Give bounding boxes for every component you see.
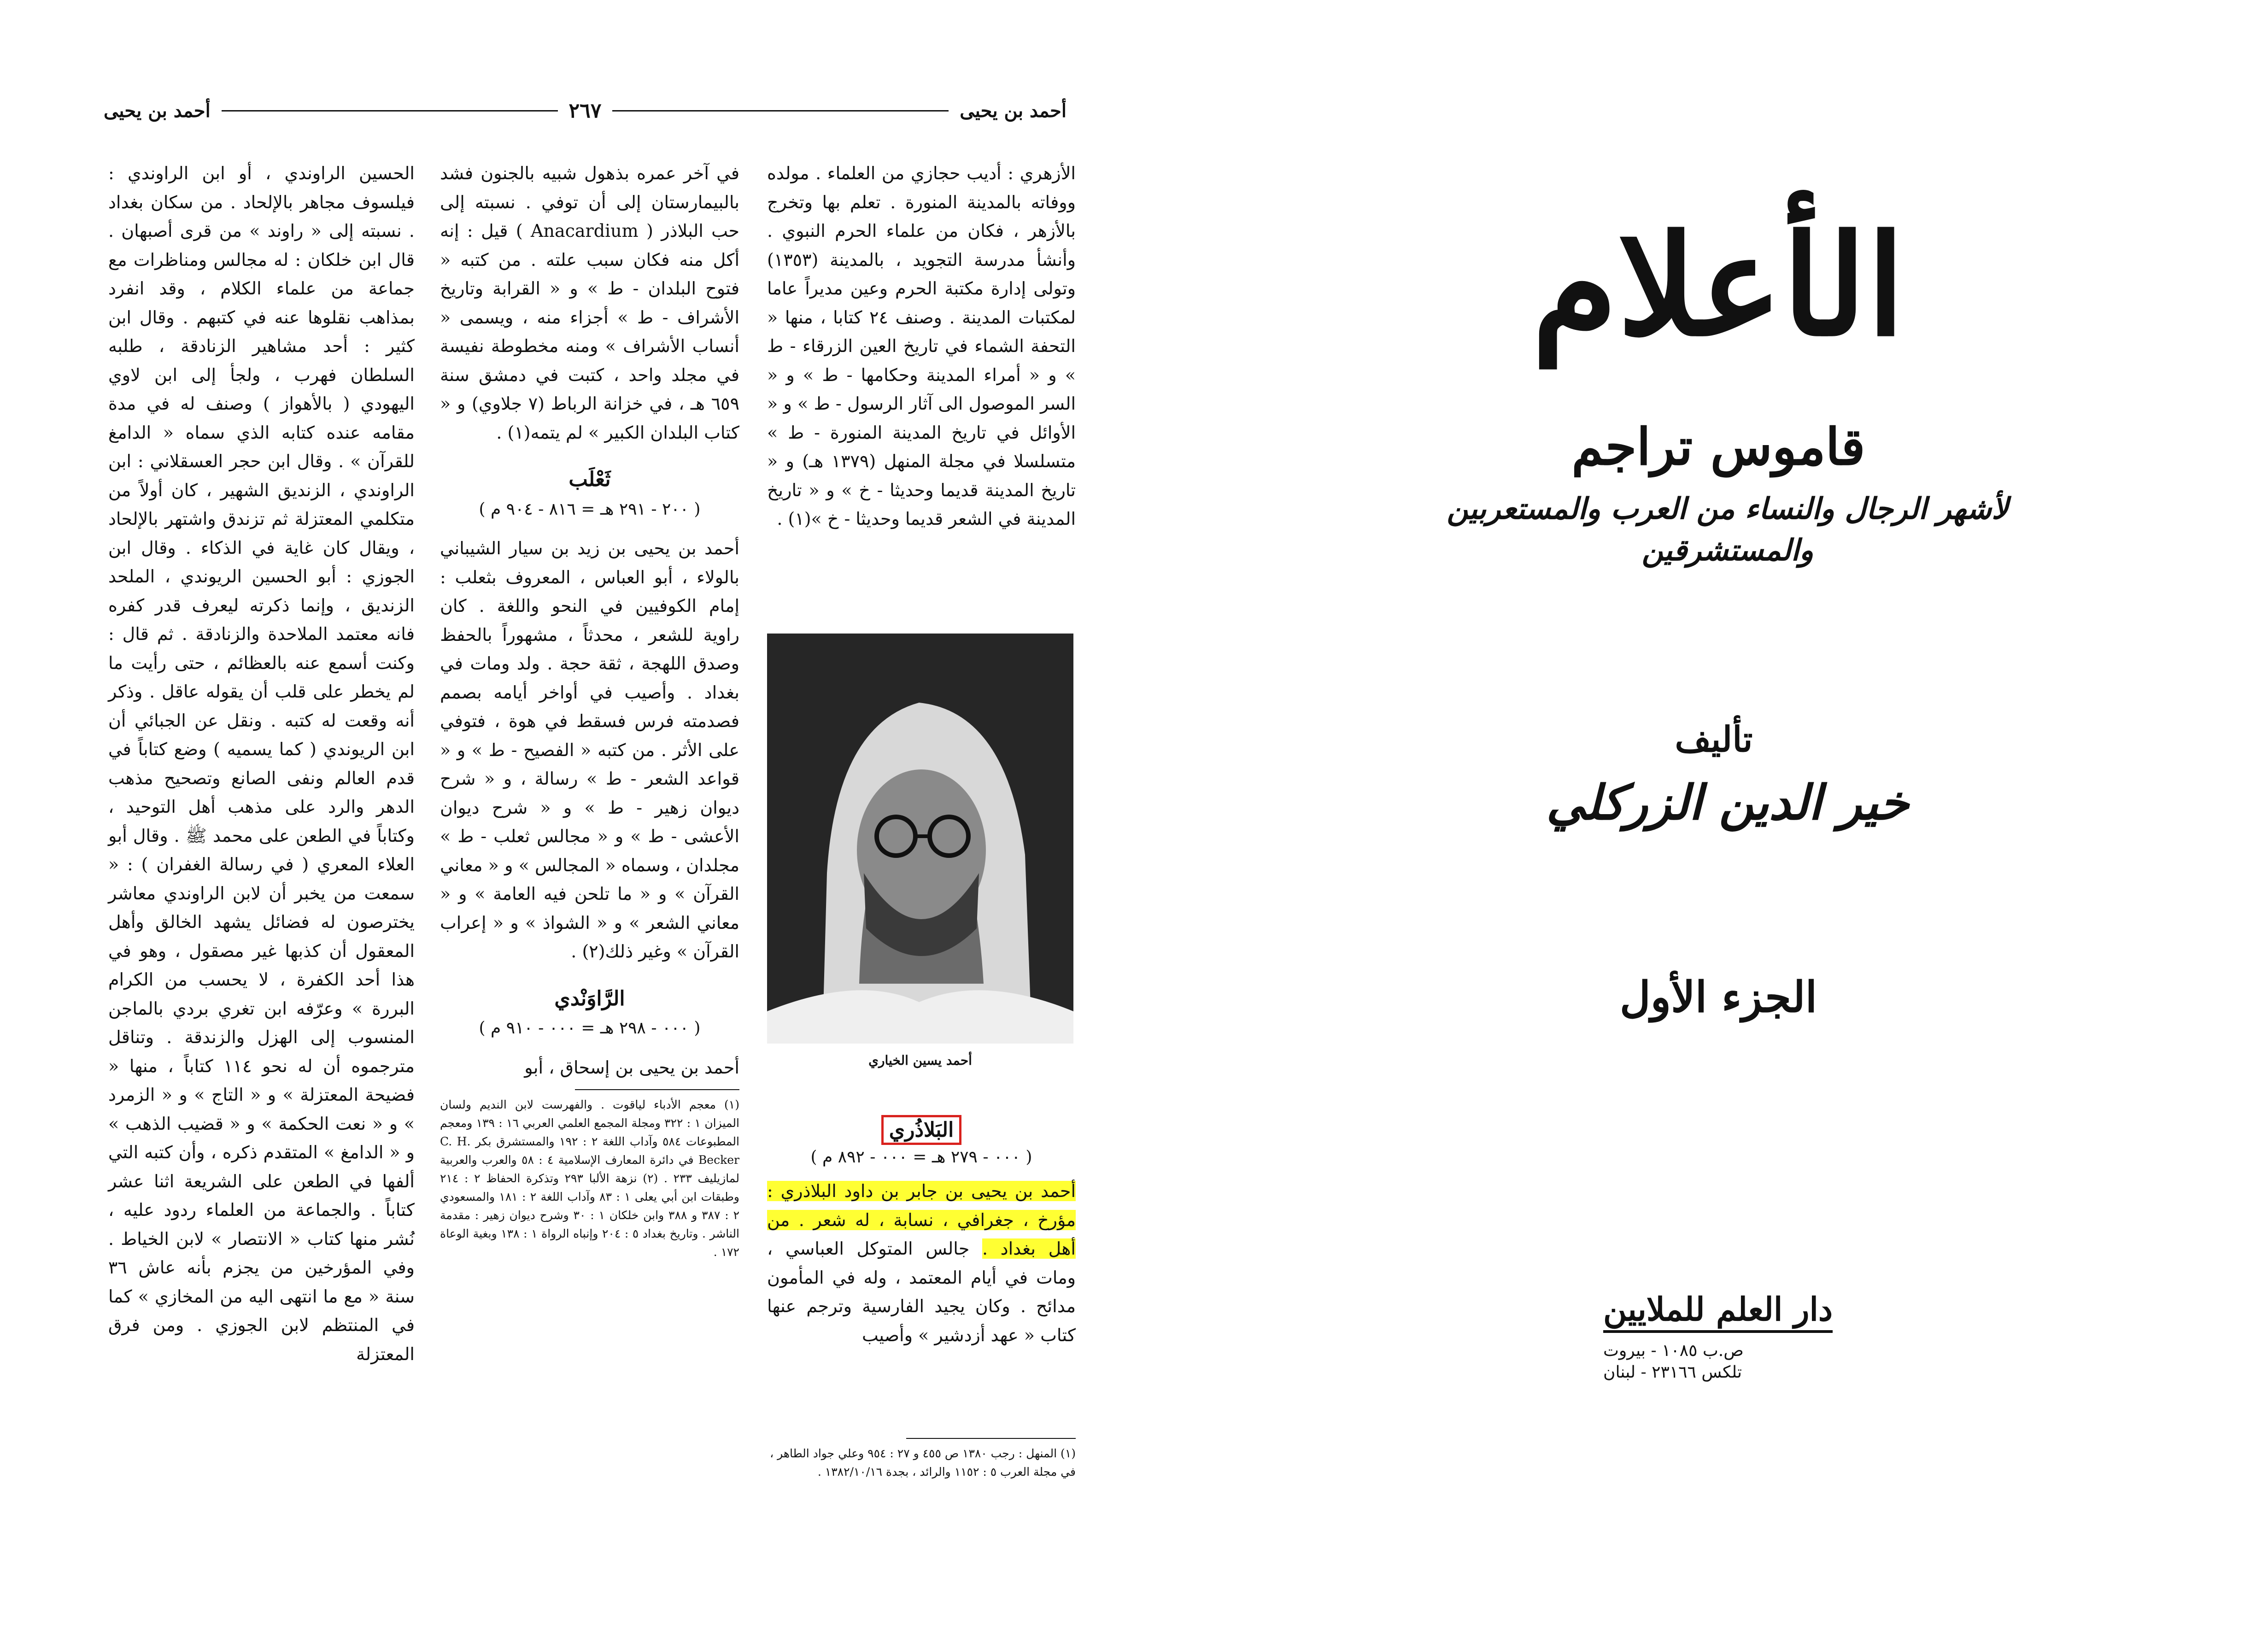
footnote-rule <box>575 1089 740 1090</box>
column-right <box>767 159 1076 534</box>
photo-caption: أحمد يسين الخياري <box>868 1053 972 1068</box>
authorship-label: تأليف <box>1675 719 1753 760</box>
book-title: الأعلام <box>1532 204 1905 367</box>
highlighted-text: أحمد بن يحيى بن جابر بن داود البلاذري : مؤرخ ، جغرافي ، نسابة ، له شعر . من أهل بغداد . <box>767 1181 1076 1259</box>
column-middle <box>440 159 739 1261</box>
portrait-photo <box>767 634 1073 1044</box>
header-name-right: أحمد بن يحيى <box>960 100 1067 122</box>
volume-label: الجزء الأول <box>1619 972 1817 1022</box>
publisher-address: ص.ب ١٠٨٥ - بيروت <box>1603 1341 1744 1360</box>
entry-dates-thalab: ( ٢٠٠ - ٢٩١ هـ = ٨١٦ - ٩٠٤ م ) <box>479 499 701 519</box>
footnote-text: (١) المنهل : رجب ١٣٨٠ ص ٤٥٥ و ٢٧ : ٩٥٤ وعلي جواد الطاهر ، في مجلة العرب ٥ : ١١٥٢ والرائد ، بجدة ١٣٨٢/١٠/١٦ . <box>770 1447 1076 1479</box>
header-rule <box>612 110 949 111</box>
entry-heading-rawandi: الرَّاوَنْدي <box>554 986 625 1010</box>
footnote-right <box>767 1431 1076 1481</box>
column-left <box>108 159 415 1368</box>
publisher-block <box>1603 1290 2018 1382</box>
author-name: خير الدين الزركلي <box>1546 774 1909 831</box>
entry-text-thalab: أحمد بن يحيى بن زيد بن سيار الشيباني بالولاء ، أبو العباس ، المعروف بثعلب : إمام الكوفيين في النحو واللغة . كان راوية للشعر ، محدثاً ، مشهوراً بالحفظ وصدق اللهجة ، ثقة حجة . ولد ومات في بغداد . وأصيب في أواخر أيامه بصمم فصدمته فرس فسقط في هوة ، فتوفي على الأثر . من كتبه « الفصيح - ط » و « قواعد الشعر - ط » رسالة ، و « شرح ديوان زهير - ط » و « شرح ديوان الأعشى - ط » و « مجالس ثعلب - ط » مجلدان ، وسماه « المجالس » و « معاني القرآن » و « ما تلحن فيه العامة » و « معاني الشعر » و « الشواذ » و « إعراب القرآن » وغير ذلك(٢) . <box>440 538 739 962</box>
publisher-telex: تلكس ٢٣١٦٦ - لبنان <box>1603 1363 1742 1382</box>
footnote-text-middle: (١) معجم الأدباء لياقوت . والفهرست لابن النديم ولسان الميزان ١ : ٣٢٢ ومجلة المجمع العلمي العربي ١٦ : ١٣٩ ومعجم المطبوعات ٥٨٤ وآداب اللغة ٢ : ١٩٢ والمستشرق بكر C. H. Becker في دائرة المعارف الإسلامية ٤ : ٥٨ والعرب والعربية لمازيليف ٢٣٣ . (٢) نزهة الألبا ٢٩٣ وتذكرة الحفاظ ٢ : ٢١٤ وطبقات ابن أبي يعلى ١ : ٨٣ وآداب اللغة ٢ : ١٨١ والمسعودي ٢ : ٣٨٧ و ٣٨٨ وابن خلكان ١ : ٣٠ وشرح ديوان زهير : مقدمة الناشر . وتاريخ بغداد ٥ : ٢٠٤ وإنباه الرواة ١ : ١٣٨ وبغية الوعاة ١٧٢ . <box>440 1098 740 1259</box>
entry-text-baladhuri <box>767 1177 1076 1349</box>
page-number: ٢٦٧ <box>568 99 602 123</box>
portrait-image <box>767 634 1073 1044</box>
book-subtitle: قاموس تراجم <box>1571 417 1865 476</box>
entry-heading-thalab: ثَعْلَب <box>568 468 611 491</box>
footnote-rule <box>906 1438 1076 1439</box>
entry-dates-rawandi: ( ٠٠٠ - ٢٩٨ هـ = ٠٠٠ - ٩١٠ م ) <box>479 1019 701 1038</box>
entry-text-azhari: الأزهري : أديب حجازي من العلماء . مولده ووفاته بالمدينة المنورة . تعلم بها وتخرج بالأزهر ، فكان من علماء الحرم النبوي . وأنشأ مدرسة التجويد ، بالمدينة (١٣٥٣) وتولى إدارة مكتبة الحرم وعين مديراً عاما لمكتبات المدينة . وصنف ٢٤ كتابا ، منها « التحفة الشماء في تاريخ العين الزرقاء - ط » و « أمراء المدينة وحكامها - ط » و « السر الموصول الى آثار الرسول - ط » و « الأوائل في تاريخ المدينة المنورة - ط » متسلسلا في مجلة المنهل (١٣٧٩ هـ) و « تاريخ المدينة قديما وحديثا - خ » و « تاريخ المدينة في الشعر قديما وحديثا - خ »(١) . <box>767 163 1076 529</box>
entry-heading-baladhuri: البَلاذُري <box>881 1115 961 1145</box>
book-subtitle-line2: لأشهر الرجال والنساء من العرب والمستعربين والمستشرقين <box>1447 492 2009 568</box>
entry-baladhuri <box>767 1115 1076 1349</box>
header-rule <box>222 110 558 111</box>
entry-text-rawandi-cont: الحسين الراوندي ، أو ابن الراوندي : فيلسوف مجاهر بالإلحاد . من سكان بغداد . نسبته إلى « راوند » من قرى أصبهان . قال ابن خلكان : له مجالس ومناظرات مع جماعة من علماء الكلام ، وقد انفرد بمذاهب نقلوها عنه في كتبهم . وقال ابن كثير : أحد مشاهير الزنادقة ، طلبه السلطان فهرب ، ولجأ إلى ابن لاوي اليهودي ( بالأهواز ) وصنف له في مدة مقامه عنده كتابه الذي سماه « الدامغ للقرآن » . وقال ابن حجر العسقلاني : ابن الراوندي ، الزنديق الشهير ، كان أولاً من متكلمي المعتزلة ثم تزندق واشتهر بالإلحاد ، ويقال كان غاية في الذكاء . وقال ابن الجوزي : أبو الحسين الريوندي ، الملحد الزنديق ، وإنما ذكرته ليعرف قدر كفره فانه معتمد الملاحدة والزنادقة . ثم قال : وكنت أسمع عنه بالعظائم ، حتى رأيت ما لم يخطر على قلب أن يقوله عاقل . وذكر أنه وقعت له كتبه . ونقل عن الجبائي أن ابن الريوندي ( كما يسميه ) وضع كتاباً في قدم العالم ونفى الصانع وتصحيح مذهب الدهر والرد على مذهب أهل التوحيد ، وكتاباً في الطعن على محمد ﷺ . وقال أبو العلاء المعري ( في رسالة الغفران ) : « سمعت من يخبر أن لابن الراوندي معاشر يخترصون له فضائل يشهد الخالق وأهل المعقول أن كذبها غير مصقول ، وهو في هذا أحد الكفرة ، لا يحسب من الكرام البررة » وعرّفه ابن تغري بردي بالماجن المنسوب إلى الهزل والزندقة . وتناقل مترجموه أن له نحو ١١٤ كتاباً ، منها « فضيحة المعتزلة » و « التاج » و « الزمرد » و « نعت الحكمة » و « قضيب الذهب » و « الدامغ » المتقدم ذكره ، وأن كتبه التي ألفها في الطعن على الشريعة اثنا عشر كتاباً . والجماعة من العلماء ردود عليه ، نُشر منها كتاب « الانتصار » لابن الخياط . وفي المؤرخين من يجزم بأنه عاش ٣٦ سنة « مع ما انتهى اليه من المخازي » كما في المنتظم لابن الجوزي . ومن فرق المعتزلة <box>108 163 415 1364</box>
header-name-left: أحمد بن يحيى <box>104 100 211 122</box>
entry-text-rawandi: أحمد بن يحيى بن إسحاق ، أبو <box>524 1057 739 1078</box>
running-header <box>104 94 1067 127</box>
entry-dates-baladhuri: ( ٠٠٠ - ٢٧٩ هـ = ٠٠٠ - ٨٩٢ م ) <box>810 1148 1032 1167</box>
publisher-name: دار العلم للملايين <box>1603 1290 1833 1333</box>
entry-text-continued: جالس المتوكل العباسي ، ومات في أيام المعتمد ، وله في المأمون مدائح . وكان يجيد الفارسية وترجم عنها كتاب « عهد أزدشير » وأصيب <box>767 1238 1076 1345</box>
title-page <box>1143 0 2268 1637</box>
entry-text-baladhuri-cont: في آخر عمره بذهول شبيه بالجنون فشد بالبيمارستان إلى أن توفي . نسبته إلى حب البلاذر ( Anacardium ) قيل : إنه أكل منه فكان سبب علته . من كتبه « فتوح البلدان - ط » و « القرابة وتاريخ الأشراف - ط » أجزاء منه ، ويسمى « أنساب الأشراف » ومنه مخطوطة نفيسة في مجلد واحد ، كتبت في دمشق سنة ٦٥٩ هـ ، في خزانة الرباط (٧ جلاوي) و « كتاب البلدان الكبير » لم يتمه(١) . <box>440 163 739 443</box>
